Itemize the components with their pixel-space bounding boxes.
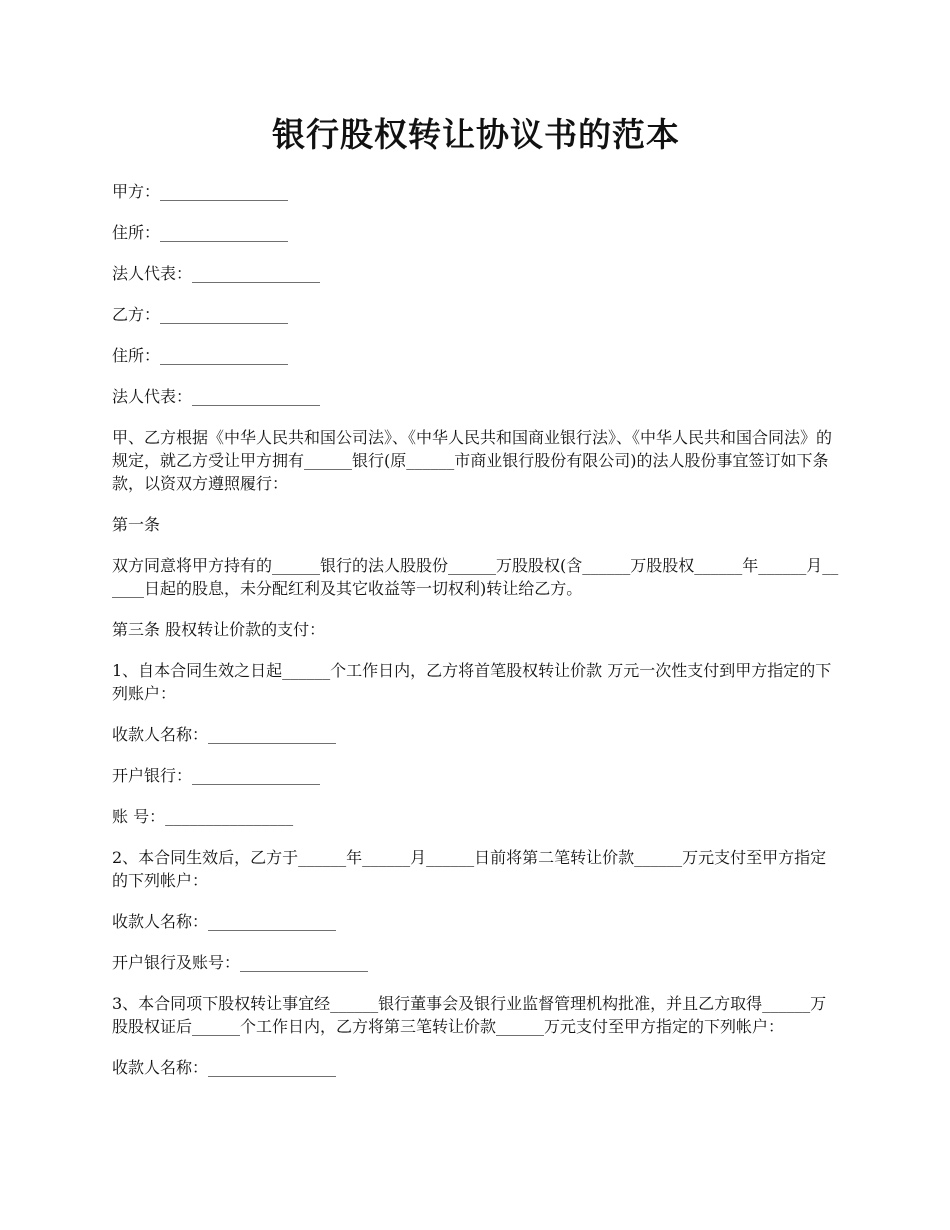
- party-b: 乙方：________________: [112, 305, 289, 324]
- party-a-legal-rep: 法人代表：________________: [112, 264, 321, 283]
- article-one-body: 双方同意将甲方持有的______银行的法人股股份______万股股权(含______万股股权______年______月______日起的股息，未分配红利及其它收益等一切权利)转让给乙方。: [112, 556, 839, 598]
- article-three-heading: 第三条 股权转让价款的支付：: [112, 620, 326, 639]
- party-a-address: 住所：________________: [112, 223, 289, 242]
- article-one-heading: 第一条: [112, 515, 161, 534]
- payee-name-2: 收款人名称：________________: [112, 912, 337, 931]
- party-b-address: 住所：________________: [112, 346, 289, 365]
- payee-name-3: 收款人名称：________________: [112, 1058, 337, 1077]
- payment-clause-1: 1、自本合同生效之日起______个工作日内，乙方将首笔股权转让价款 万元一次性支付到甲方指定的下列账户：: [112, 661, 832, 703]
- payee-name-1: 收款人名称：________________: [112, 725, 337, 744]
- account-number-1: 账 号：________________: [112, 807, 294, 826]
- payment-clause-2: 2、本合同生效后，乙方于______年______月______日前将第二笔转让价款______万元支付至甲方指定的下列帐户：: [112, 848, 827, 890]
- preamble-paragraph: 甲、乙方根据《中华人民共和国公司法》、《中华人民共和国商业银行法》、《中华人民共和国合同法》的规定，就乙方受让甲方拥有______银行(原______市商业银行股份有限公司)的法人股份事宜签订如下条款，以资双方遵照履行：: [112, 428, 833, 493]
- party-b-legal-rep: 法人代表：________________: [112, 387, 321, 406]
- bank-and-account-2: 开户银行及账号：________________: [112, 953, 369, 972]
- party-a: 甲方：________________: [112, 182, 289, 201]
- bank-1: 开户银行：________________: [112, 766, 321, 785]
- document-page: [112, 112, 840, 1097]
- payment-clause-3: 3、本合同项下股权转让事宜经______银行董事会及银行业监督管理机构批准，并且乙方取得______万股股权证后______个工作日内，乙方将第三笔转让价款______万元支付至甲方指定的下列帐户：: [112, 994, 827, 1036]
- document-title: 银行股权转让协议书的范本: [272, 115, 680, 154]
